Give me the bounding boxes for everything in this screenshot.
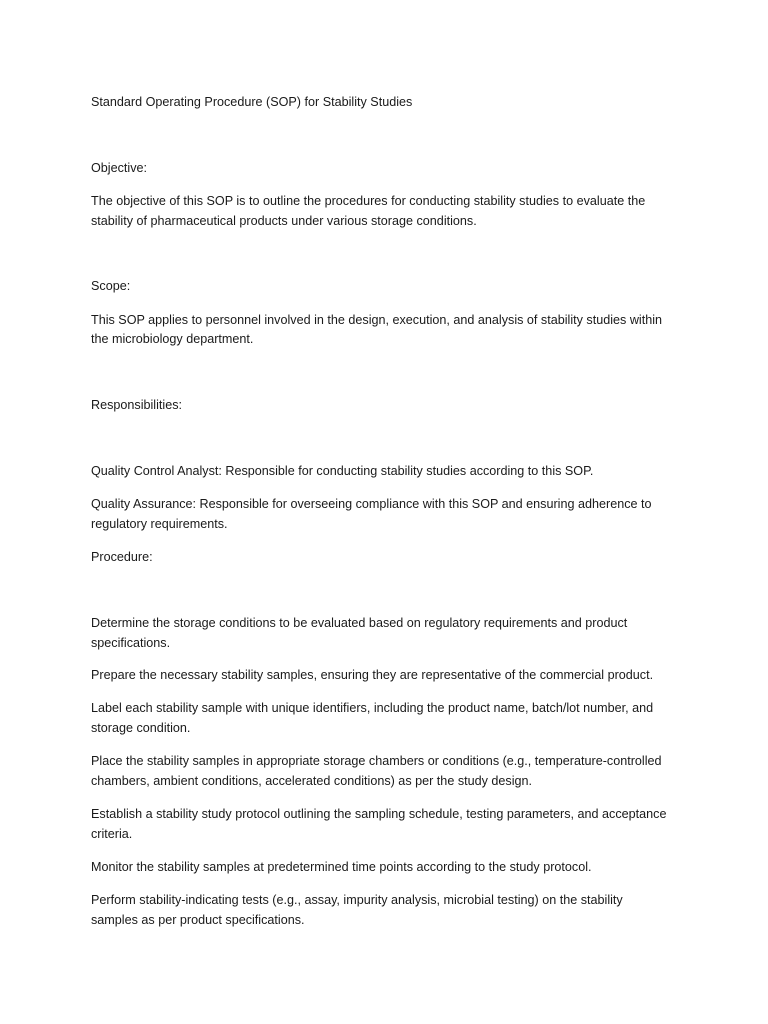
procedure-step: Place the stability samples in appropriate storage chambers or conditions (e.g., temperature-controlled [91,754,662,768]
procedure-step-continuation: chambers, ambient conditions, accelerated conditions) as per the study design. [91,774,533,788]
procedure-step-continuation: specifications. [91,636,171,650]
objective-heading: Objective: [91,161,147,175]
procedure-step: Establish a stability study protocol outlining the sampling schedule, testing parameters, and acceptance [91,807,667,821]
responsibility-item: Quality Assurance: Responsible for overseeing compliance with this SOP and ensuring adherence to [91,497,652,511]
procedure-step: Prepare the necessary stability samples, ensuring they are representative of the commercial product. [91,668,654,682]
procedure-step: Determine the storage conditions to be evaluated based on regulatory requirements and product [91,616,628,630]
procedure-heading: Procedure: [91,550,153,564]
scope-text-line: This SOP applies to personnel involved in the design, execution, and analysis of stability studies within [91,313,663,327]
document-title: Standard Operating Procedure (SOP) for Stability Studies [91,95,413,109]
procedure-step: Label each stability sample with unique identifiers, including the product name, batch/lot number, and [91,701,654,715]
responsibilities-heading: Responsibilities: [91,398,182,412]
procedure-step-continuation: criteria. [91,827,133,841]
responsibility-item-continuation: regulatory requirements. [91,517,228,531]
procedure-step-continuation: samples as per product specifications. [91,913,305,927]
objective-text-line: The objective of this SOP is to outline the procedures for conducting stability studies to evaluate the [91,194,646,208]
procedure-step: Perform stability-indicating tests (e.g., assay, impurity analysis, microbial testing) on the stability [91,893,623,907]
responsibility-item: Quality Control Analyst: Responsible for conducting stability studies according to this SOP. [91,464,594,478]
scope-heading: Scope: [91,279,131,293]
scope-text-line: the microbiology department. [91,332,254,346]
procedure-step-continuation: storage condition. [91,721,191,735]
objective-text-line: stability of pharmaceutical products under various storage conditions. [91,214,477,228]
procedure-step: Monitor the stability samples at predetermined time points according to the study protocol. [91,860,592,874]
